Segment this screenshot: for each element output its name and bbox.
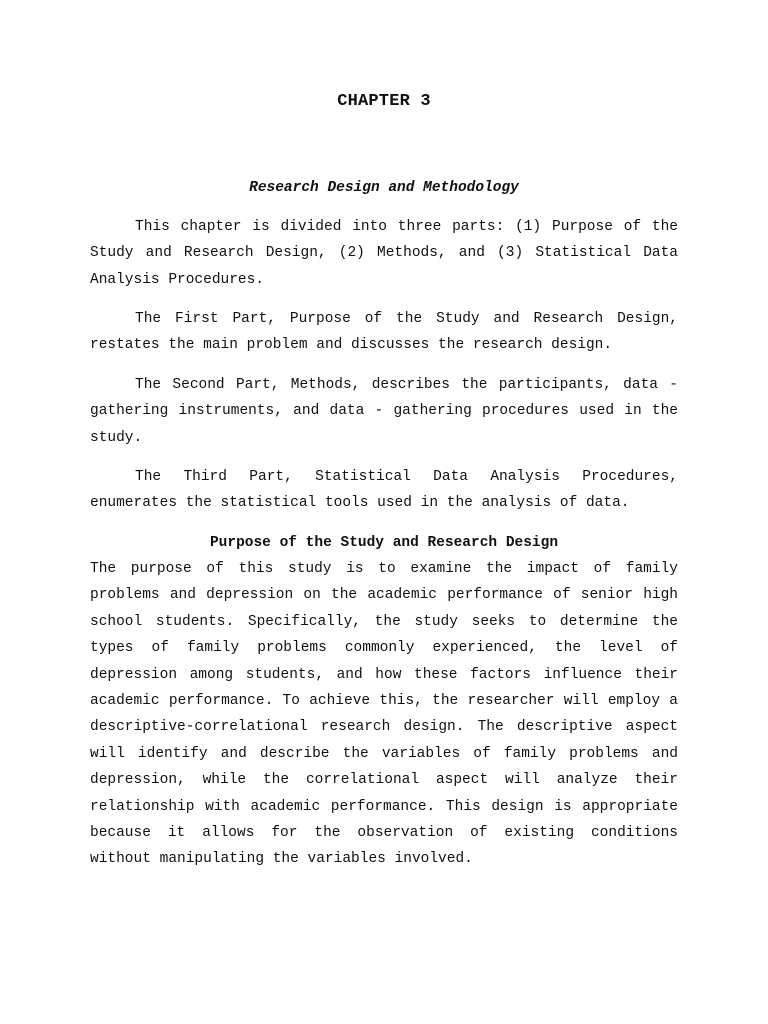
chapter-title: CHAPTER 3 [337, 92, 431, 111]
section-title: Research Design and Methodology [249, 180, 519, 196]
first-part-paragraph: The First Part, Purpose of the Study and Research Design, restates the main problem and discusses the research design. [90, 311, 678, 354]
second-part-paragraph: The Second Part, Methods, describes the participants, data - gathering instruments, and data - gathering procedures used in the study. [90, 377, 678, 446]
purpose-paragraph: The purpose of this study is to examine the impact of family problems and depression on the academic performance of senior high school students. Specifically, the study seeks to determine the types of family problems commonly experienced, the level of depression among students, and how these factors influence their academic performance. To achieve this, the researcher will employ a descriptive-correlational research design. The descriptive aspect will identify and describe the variables of family problems and depression, while the correlational aspect will analyze their relationship with academic performance. This design is appropriate because it allows for the observation of existing conditions without manipulating the variables involved. [90, 561, 678, 868]
third-part-paragraph: The Third Part, Statistical Data Analysis Procedures, enumerates the statistical tools used in the analysis of data. [90, 469, 678, 512]
intro-paragraph: This chapter is divided into three parts: (1) Purpose of the Study and Research Design, (2) Methods, and (3) Statistical Data Analysis Procedures. [90, 219, 678, 288]
purpose-subheading: Purpose of the Study and Research Design [209, 535, 559, 551]
